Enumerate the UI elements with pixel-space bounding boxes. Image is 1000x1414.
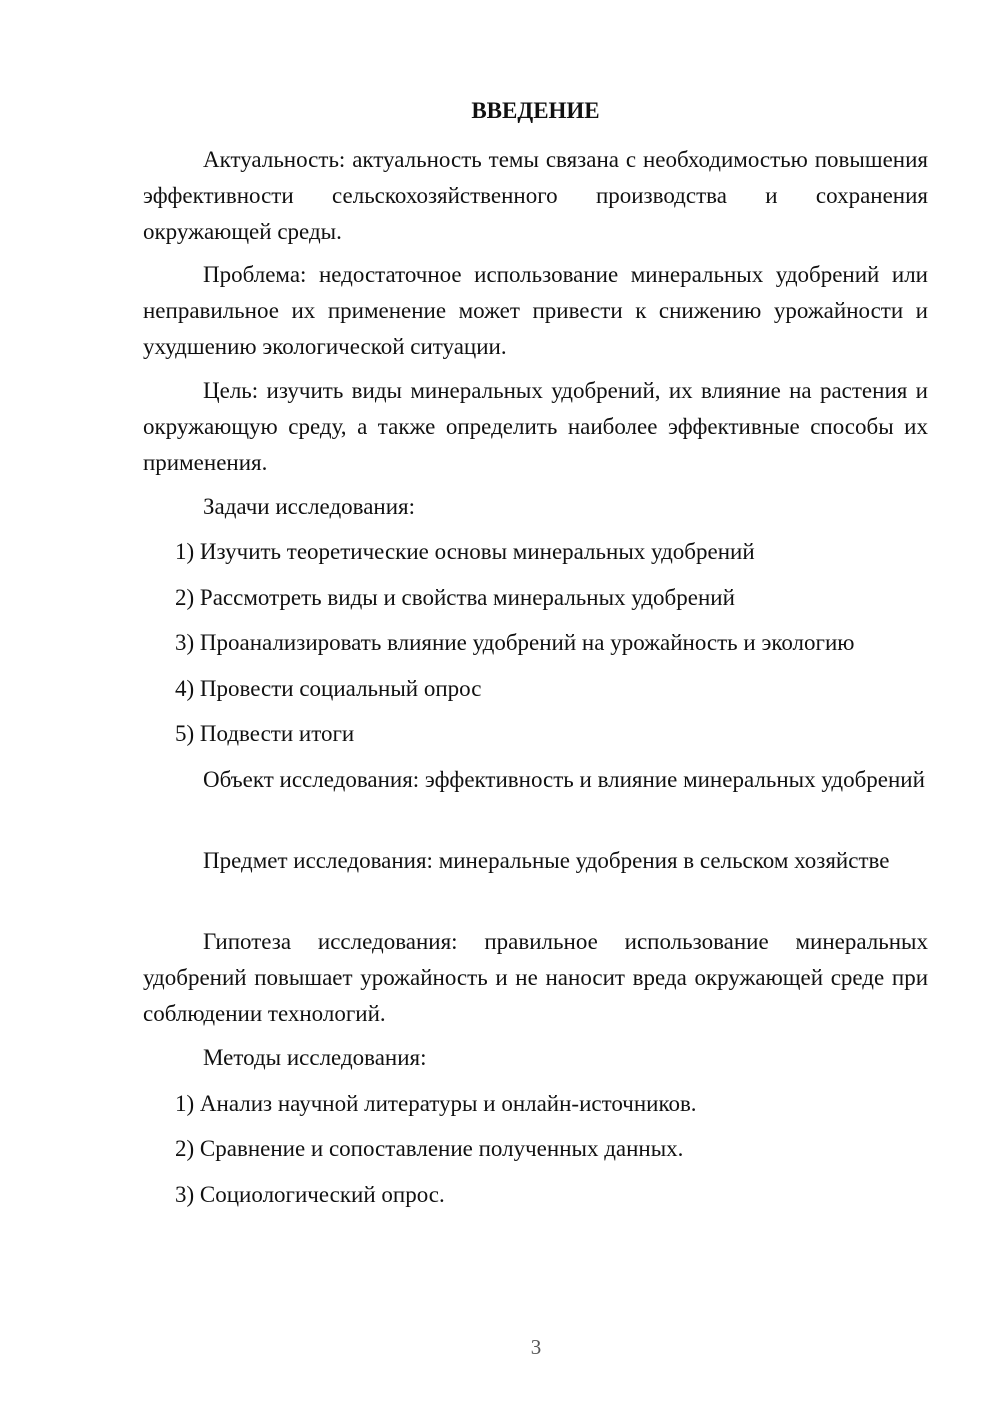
task-item-1: 1) Изучить теоретические основы минеральных удобрений (175, 539, 755, 564)
method-item-2: 2) Сравнение и сопоставление полученных данных. (175, 1136, 684, 1161)
method-item-1: 1) Анализ научной литературы и онлайн-источников. (175, 1091, 697, 1116)
object-paragraph: Объект исследования: эффективность и влияние минеральных удобрений (203, 767, 925, 792)
section-heading: ВВЕДЕНИЕ (471, 98, 600, 123)
subject-paragraph: Предмет исследования: минеральные удобрения в сельском хозяйстве (203, 848, 890, 873)
task-item-3: 3) Проанализировать влияние удобрений на урожайность и экологию (175, 630, 855, 655)
methods-label: Методы исследования: (203, 1045, 427, 1070)
hypothesis-paragraph: Гипотеза исследования: правильное использование минеральных удобрений повышает урожайность и не наносит вреда окружающей среде при соблюдении технологий. (143, 929, 928, 1026)
task-item-5: 5) Подвести итоги (175, 721, 355, 746)
problem-paragraph: Проблема: недостаточное использование минеральных удобрений или неправильное их применение может привести к снижению урожайности и ухудшению экологической ситуации. (143, 262, 928, 359)
page-number: 3 (530, 1335, 542, 1359)
method-item-3: 3) Социологический опрос. (175, 1182, 445, 1207)
goal-paragraph: Цель: изучить виды минеральных удобрений, их влияние на растения и окружающую среду, а также определить наиболее эффективные способы их применения. (143, 378, 928, 475)
relevance-paragraph: Актуальность: актуальность темы связана с необходимостью повышения эффективности сельскохозяйственного производства и сохранения окружающей среды. (143, 147, 928, 244)
task-item-4: 4) Провести социальный опрос (175, 676, 482, 701)
task-item-2: 2) Рассмотреть виды и свойства минеральных удобрений (175, 585, 735, 610)
tasks-label: Задачи исследования: (203, 494, 416, 519)
